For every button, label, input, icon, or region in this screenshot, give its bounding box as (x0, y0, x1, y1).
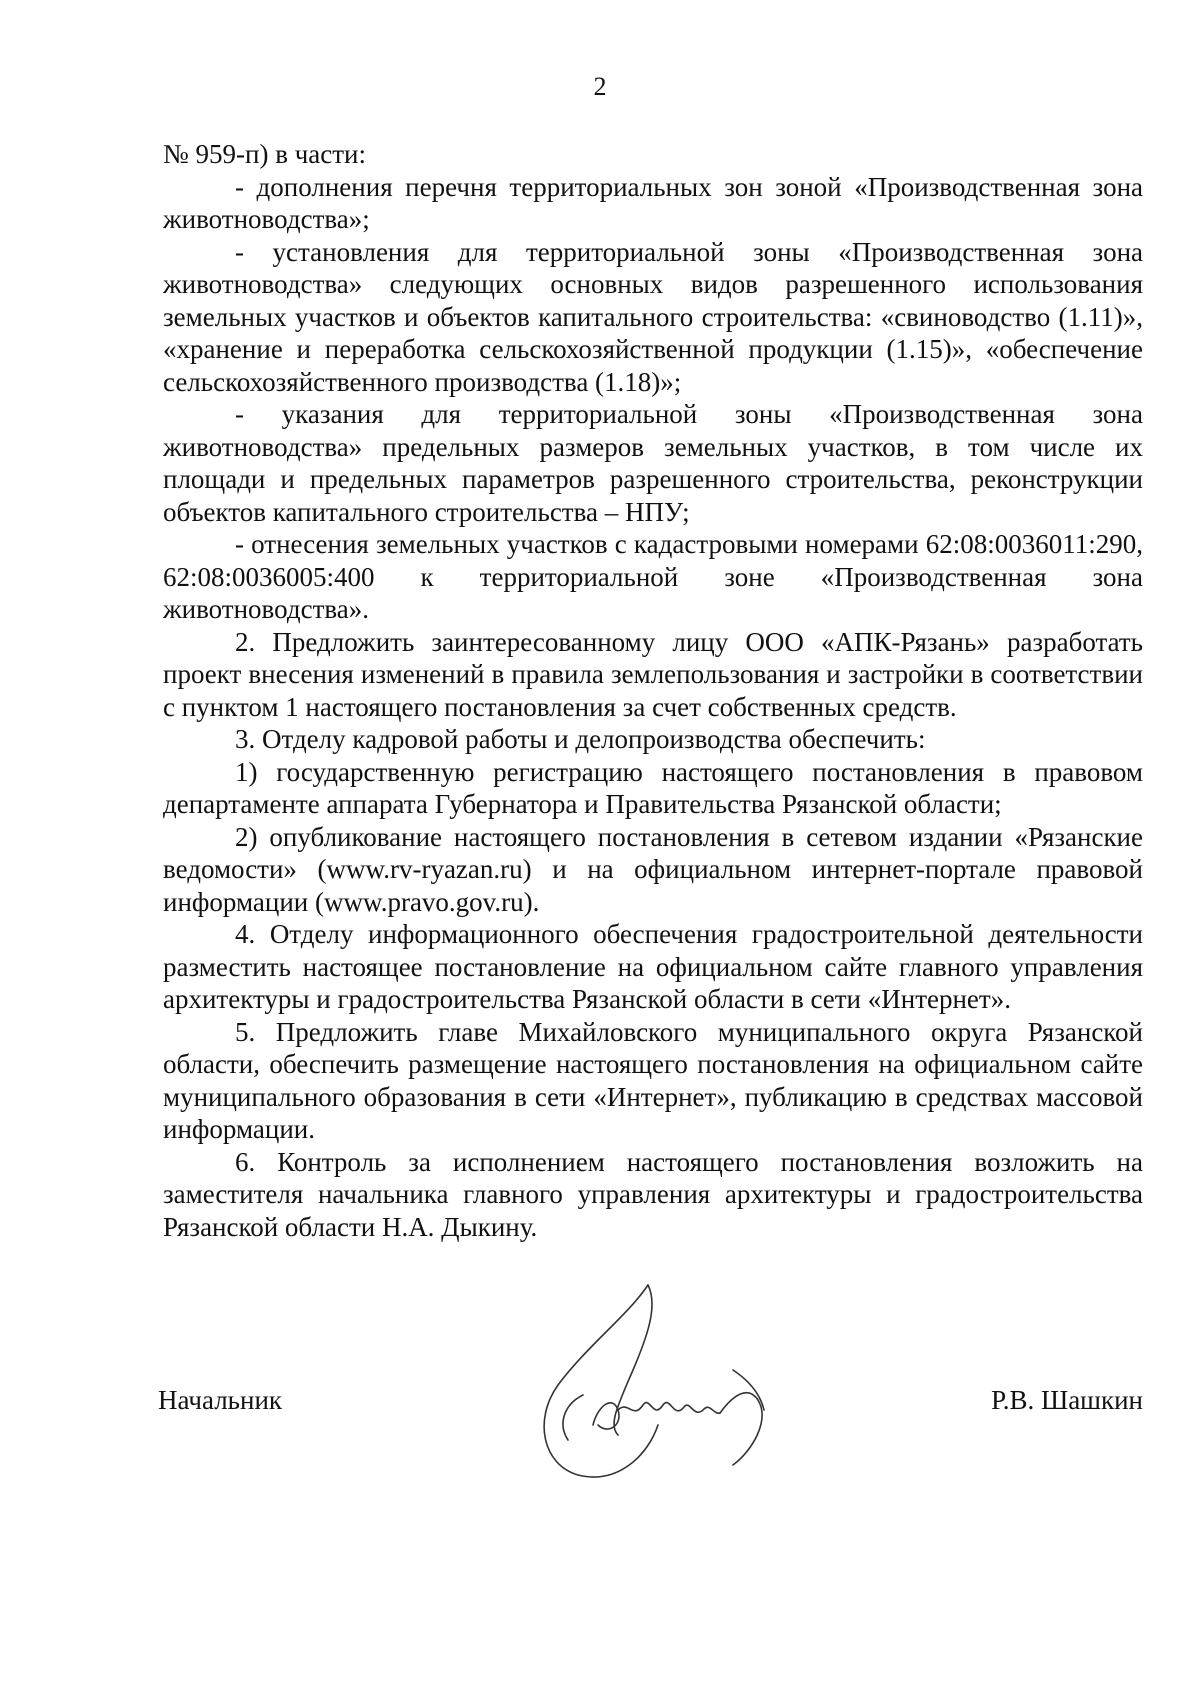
paragraph-clause-3: 3. Отделу кадровой работы и делопроизводства обеспечить: (235, 724, 926, 754)
paragraph-clause-3-1: 1) государственную регистрацию настоящего постановления в правовом департаменте аппарата Губернатора и Правительства Рязанской области; (163, 756, 1143, 819)
document-body (163, 138, 1143, 1243)
paragraph-clause-5: 5. Предложить главе Михайловского муниципального округа Рязанской области, обеспечить размещение настоящего постановления на официальном сайте муниципального образования в сети «Интернет», публикацию в средствах массовой информации. (163, 1016, 1143, 1144)
paragraph-clause-4: 4. Отделу информационного обеспечения градостроительной деятельности разместить настоящее постановление на официальном сайте главного управления архитектуры и градостроительства Рязанской области в сети «Интернет». (163, 919, 1143, 1014)
signatory-name: Р.В. Шашкин (991, 1385, 1143, 1415)
paragraph-clause-6: 6. Контроль за исполнением настоящего постановления возложить на заместителя начальника главного управления архитектуры и градостроительства Рязанской области Н.А. Дыкину. (163, 1146, 1143, 1242)
paragraph-clause-2: 2. Предложить заинтересованному лицу ООО «АПК-Рязань» разработать проект внесения изменений в правила землепользования и застройки в соответствии с пунктом 1 настоящего постановления за счет собственных средств. (163, 626, 1143, 722)
page-number: 2 (593, 72, 607, 101)
paragraph-item-size-limits: - указания для территориальной зоны «Производственная зона животноводства» предельных размеров земельных участков, в том числе их площади и предельных параметров разрешенного строительства, реконструкции объектов капитального строительства – НПУ; (163, 399, 1143, 527)
paragraph-item-zone-list: - дополнения перечня территориальных зон зоной «Производственная зона животноводства»; (163, 171, 1143, 234)
signature-block (158, 1385, 1143, 1505)
paragraph-item-permitted-use: - установления для территориальной зоны «Производственная зона животноводства» следующих основных видов разрешенного использования земельных участков и объектов капитального строительства: «свиноводство (1.11)», «хранение и переработка сельскохозяйственной продукции (1.15)», «обеспечение сельскохозяйственного производства (1.18)»; (163, 236, 1143, 397)
paragraph-clause-3-2: 2) опубликование настоящего постановления в сетевом издании «Рязанские ведомости» (www.rv-ryazan.ru) и на официальном интернет-портале правовой информации (www.pravo.gov.ru). (163, 821, 1143, 917)
handwritten-signature (498, 1275, 788, 1495)
paragraph-item-cadastral: - отнесения земельных участков с кадастровыми номерами 62:08:0036011:290, 62:08:0036005:400 к территориальной зоне «Производственная зона животноводства». (163, 529, 1143, 624)
paragraph-continuation: № 959-п) в части: (163, 139, 366, 169)
signatory-position: Начальник (158, 1385, 283, 1415)
